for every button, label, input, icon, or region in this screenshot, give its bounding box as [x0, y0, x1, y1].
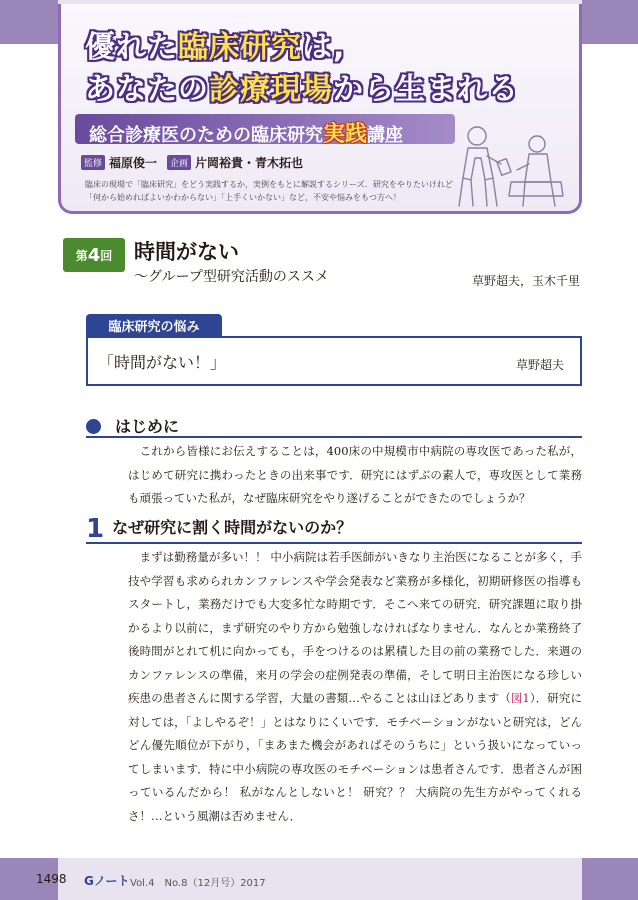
bullet-icon: [86, 419, 101, 434]
banner-title-part: から生まれる: [333, 72, 519, 107]
subtitle-part: 総合診療医のための臨床研究: [89, 125, 323, 146]
subtitle-highlight: 実践: [323, 122, 368, 147]
worry-text: 「時間がない！」: [98, 353, 227, 372]
banner-title-highlight: 臨床研究: [178, 30, 302, 65]
banner-title-highlight: 診療現場: [209, 72, 333, 107]
section-intro-heading: [86, 414, 582, 438]
figure-reference-link[interactable]: 図1: [510, 691, 530, 705]
journal-name: Gノート: [84, 874, 130, 888]
section1-body-part2: ）．研究に対しては，「よしやるぞ！」とはなりにくいです．モチベーションがないと研究は，どんどん優先順位が下がり，「まあまた機会があればそのうちに」という扱いになっていってしまいます．特に中小病院の専攻医のモチベーションは患者さんです．患者さんが困っているんだから！ 私がなんとしないと！ 研究？？ 大病院の先生方がやってくれるさ！…という風潮は否めません．: [128, 691, 583, 823]
chapter-badge-prefix: 第: [75, 248, 88, 263]
banner-title-part: あなたの: [85, 72, 209, 107]
planner-tag: 企画: [167, 155, 191, 170]
subtitle-part: 講座: [367, 125, 404, 146]
section-intro-label: はじめに: [115, 417, 180, 436]
worry-author: 草野超夫: [515, 358, 564, 372]
supervisor-name: 福原俊一: [109, 156, 158, 170]
banner-title-part: は,: [302, 30, 346, 65]
section1-number: 1: [86, 514, 105, 544]
chapter-title: 時間がない: [134, 240, 239, 264]
series-subtitle: [89, 117, 403, 148]
section-intro-body: これから皆様にお伝えすることは，400床の中規模市中病院の専攻医であった私が，はじめて研究に携わったときの出来事です．研究にはずぶの素人で，専攻医として業務も頑張っていた私が，なぜ臨床研究をやり遂げることができたのでしょうか？: [128, 444, 582, 505]
series-description: 臨床の現場で「臨床研究」をどう実践するか，実例をもとに解説するシリーズ．研究をやりたいけれど「何から始めればよいかわからない」「上手くいかない」など，不安や悩みをもつ方へ！: [85, 180, 453, 202]
supervisor-tag: 監修: [81, 155, 105, 170]
section1-heading: [86, 514, 582, 544]
doctor-patient-consultation-illustration: [441, 116, 571, 212]
chapter-authors: 草野超夫，玉木千里: [471, 274, 580, 288]
chapter-number: 4: [87, 244, 101, 266]
banner-title-line2: [85, 64, 519, 108]
series-banner: [58, 4, 582, 214]
banner-title-line1: [85, 22, 345, 66]
page-number: 1498: [36, 872, 67, 886]
planner-names: 片岡裕貴・青木拓也: [195, 156, 304, 170]
chapter-badge: [63, 238, 125, 272]
chapter-subtitle: 〜グループ型研究活動のススメ: [134, 269, 329, 285]
section1-body-part1: まずは勤務量が多い！！ 中小病院は若手医師がいきなり主治医になることが多く，手技や学習も求められカンファレンスや学会発表など業務が多様化，初期研修医の指導もスタートし，業務だけでも大変多忙な時期です．そこへ来ての研究．研究課題に取り掛かるより以前に，まず研究のやり方から勉強しなければなりません．なんとか業務終了後時間がとれて机に向かっても，手をつけるのは累積した目の前の業務でした．来週のカンファレンスの準備，来月の学会の症例発表の準備，そして明日主治医になる珍しい疾患の患者さんに関する学習，大量の書類…やることは山ほどあります（: [128, 550, 582, 705]
section1-body: [128, 546, 582, 828]
section1-label: なぜ研究に割く時間がないのか？: [112, 518, 353, 537]
banner-title-part: 優れた: [85, 30, 178, 65]
worry-tab: 臨床研究の悩み: [86, 314, 222, 336]
journal-volume: Vol.4 No.8（12月号）2017: [130, 878, 266, 889]
series-credits: [81, 154, 309, 171]
worry-box: [86, 336, 582, 386]
chapter-badge-suffix: 回: [100, 248, 113, 263]
